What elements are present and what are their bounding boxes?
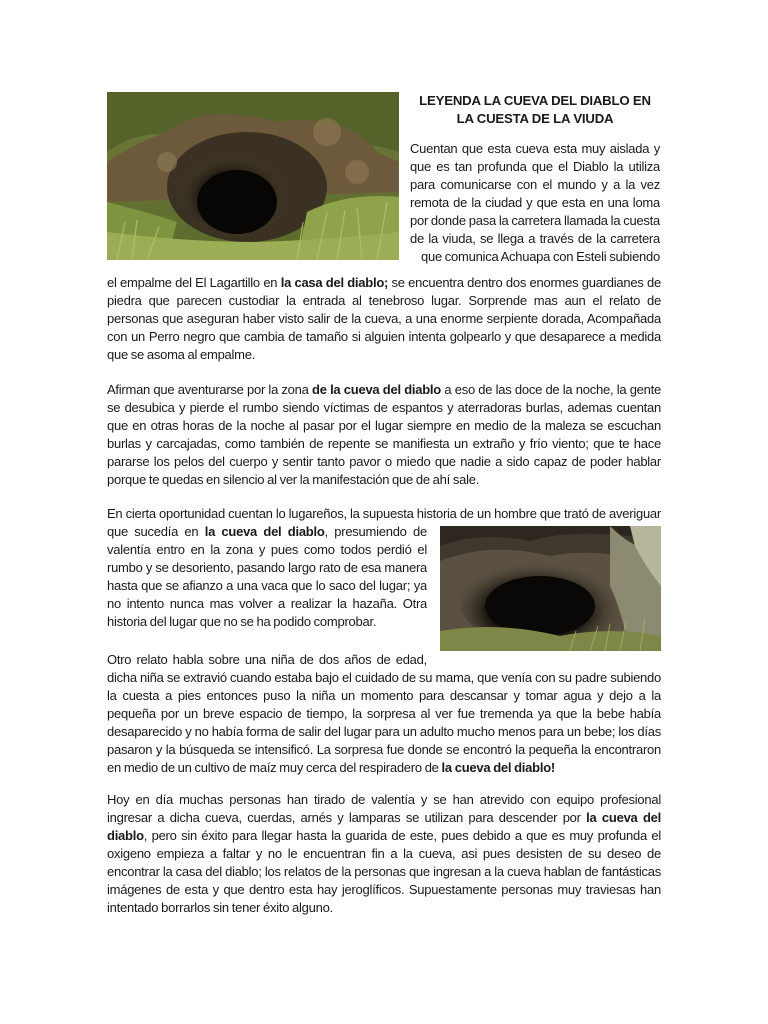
text-line: imágenes de esta y que dentro esta hay jeroglíficos. Supuestamente personas muy traviesas han bbox=[107, 882, 661, 897]
text-line: porque te quedas en silencio al ver la manifestación que de ahí sale. bbox=[107, 472, 480, 487]
highlight-phrase: la cueva del diablo! bbox=[441, 760, 555, 775]
text-line: de la viuda, se llega a través de la carretera bbox=[410, 231, 660, 246]
text-line: que se asoma al empalme. bbox=[107, 347, 256, 362]
text-line: Afirman que aventurarse por la zona de la cueva del diablo a eso de las doce de la noche, la gente bbox=[107, 382, 661, 397]
text-line: la cuesta a pies entonces puso la niña un momento para descansar y tomar agua y dejo a la bbox=[107, 688, 661, 703]
text-line: pasaron y la búsqueda se intensificó. La sorpresa fue donde se encontró la pequeña la encontraron bbox=[107, 742, 661, 757]
text-line: con un Perro negro que cambia de tamaño si alguien intenta golpearlo y que desaparece a medida bbox=[107, 329, 661, 344]
text-line: personas que aseguran haber visto salir de la cueva, a una enorme serpiente dorada, Acompañada bbox=[107, 311, 661, 326]
text-line: remota de la ciudad y que esta en una loma bbox=[410, 195, 660, 210]
paragraph-3 bbox=[107, 523, 427, 631]
paragraph-5 bbox=[107, 791, 661, 917]
text-line: hasta que se afianzo a una vaca que lo saco del lugar; ya bbox=[107, 578, 427, 593]
text-line: Otro relato habla sobre una niña de dos años de edad, bbox=[107, 652, 427, 667]
text-line: diablo, pero sin éxito para llegar hasta la guarida de este, pues debido a que es muy profunda el bbox=[107, 828, 661, 843]
paragraph-3-intro bbox=[107, 505, 661, 523]
intro-paragraph bbox=[107, 274, 661, 364]
paragraph-2 bbox=[107, 381, 661, 489]
text-line: oxigeno empieza a faltar y no le encuentran fin a la cueva, asi pues desisten de su deseo de bbox=[107, 846, 661, 861]
text-line: en medio de un cultivo de maíz muy cerca del respiradero de la cueva del diablo! bbox=[107, 760, 555, 775]
text-line: burlas y carcajadas, como también de repente se manifiesta un extraño y frío viento; que te hace bbox=[107, 436, 661, 451]
text-line: por donde pasa la carretera llamada la cuesta bbox=[410, 213, 660, 228]
highlight-phrase: la cueva del bbox=[586, 810, 661, 825]
text-line: pequeña por un breve espacio de tiempo, la sorpresa al ver fue tremenda ya que la bebe había bbox=[107, 706, 661, 721]
paragraph-4-intro bbox=[107, 651, 427, 669]
text-line: que en otras horas de la noche al pasar por el lugar siempre en medio de la maleza se escuchan bbox=[107, 418, 661, 433]
text-line: intentado borrarlos sin tener éxito alguno. bbox=[107, 900, 333, 915]
text-line: que sucedía en la cueva del diablo, presumiendo de bbox=[107, 524, 427, 539]
text-line: pararse los pelos del cuerpo y sentir tanto pavor o miedo que nadie a sido capaz de poder hablar bbox=[107, 454, 661, 469]
cave-entrance-photo bbox=[107, 92, 399, 260]
highlight-phrase: diablo bbox=[107, 828, 144, 843]
text-line: el empalme del El Lagartillo en la casa del diablo; se encuentra dentro dos enormes guardianes de bbox=[107, 275, 661, 290]
text-line: Hoy en día muchas personas han tirado de valentía y se han atrevido con equipo profesional bbox=[107, 792, 661, 807]
text-line: para comunicarse con el mundo y a la vez bbox=[410, 177, 660, 192]
text-line: Cuentan que esta cueva esta muy aislada y bbox=[410, 141, 660, 156]
text-line: se desubica y pierde el rumbo siendo víctimas de espantos y aterradoras burlas, ademas cuentan bbox=[107, 400, 661, 415]
text-line: desaparecido y no había forma de salir del lugar para un adulto mucho menos para un bebe; los días bbox=[107, 724, 661, 739]
text-line: valentía entro en la zona y pues como todos perdió el bbox=[107, 542, 427, 557]
highlight-phrase: la cueva del diablo bbox=[204, 524, 325, 539]
text-line: rumbo y se desoriento, pasando largo rato de esa manera bbox=[107, 560, 427, 575]
highlight-phrase: la casa del diablo; bbox=[280, 275, 389, 290]
paragraph-4 bbox=[107, 669, 661, 777]
text-line: En cierta oportunidad cuentan lo lugareños, la supuesta historia de un hombre que trató de averiguar bbox=[107, 506, 661, 521]
page-title: LEYENDA LA CUEVA DEL DIABLO EN LA CUESTA DE LA VIUDA bbox=[419, 93, 651, 126]
text-line: que es tan profunda que el Diablo la utiliza bbox=[410, 159, 660, 174]
intro-paragraph-side bbox=[410, 140, 660, 266]
highlight-phrase: de la cueva del diablo bbox=[312, 382, 441, 397]
text-line: dicha niña se extravió cuando estaba bajo el cuidado de su mama, que venía con su padre subiendo bbox=[107, 670, 661, 685]
text-line: ingresar a dicha cueva, cuerdas, arnés y lamparas se utilizan para descender por la cueva del bbox=[107, 810, 661, 825]
text-line: no intento nunca mas volver a realizar la hazaña. Otra bbox=[107, 596, 427, 611]
text-line: historia del lugar que no se ha podido comprobar. bbox=[107, 614, 377, 629]
text-line: que comunica Achuapa con Esteli subiendo bbox=[420, 249, 660, 264]
text-line: encontrar la casa del diablo; los relatos de la personas que ingresan a la cueva hablan de fantásticas bbox=[107, 864, 661, 879]
cave-interior-photo bbox=[440, 526, 661, 651]
text-line: piedra que parecen custodiar la entrada al tenebroso lugar. Sorprende mas aun el relato de bbox=[107, 293, 661, 308]
